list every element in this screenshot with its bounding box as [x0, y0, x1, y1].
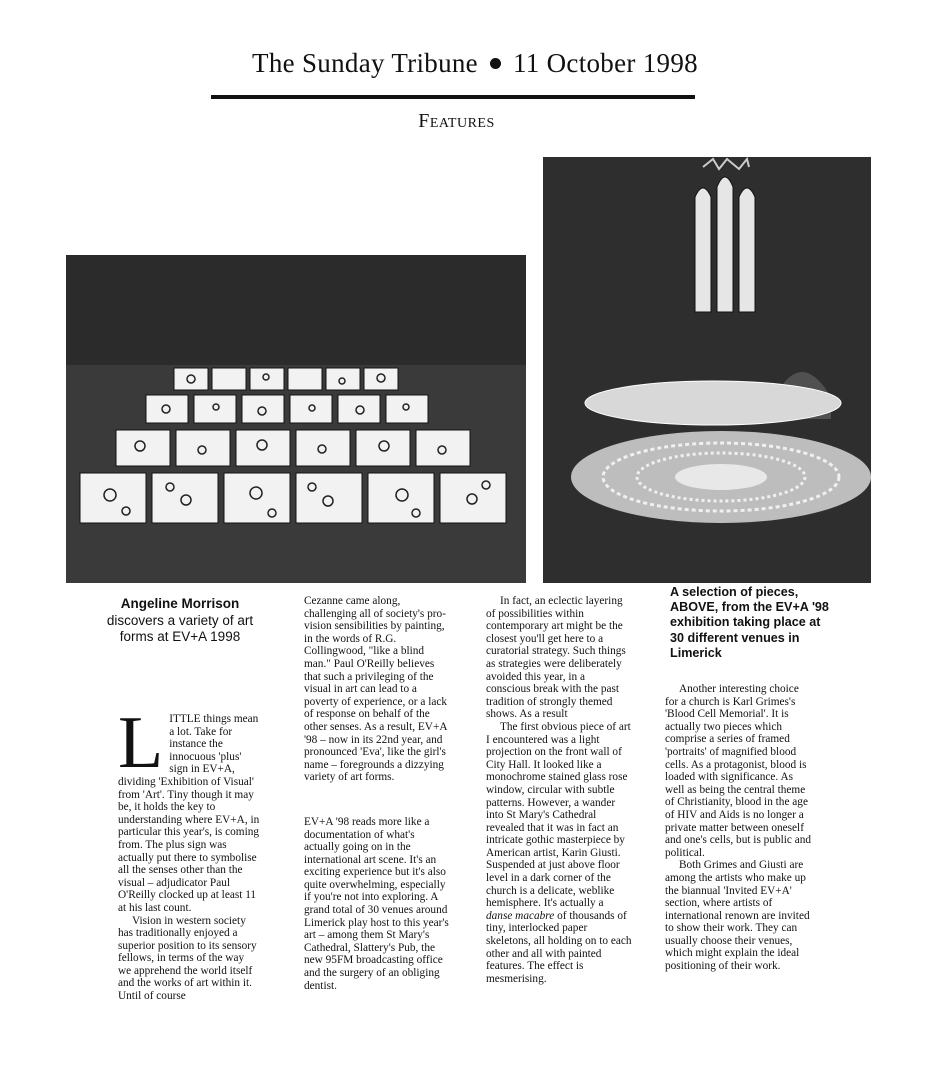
- col3-paragraph-2a: The first obvious piece of art I encountered was a light projection on the front wall of City Hall. It looked like a monochrome stained glass rose window, circular with subtle patterns. However, a wander into St Mary's Cathedral revealed that it was in fact an intricate gothic masterpiece by American artist, Karin Giusti. Suspended at just above floor level in a dark corner of the church is a delicate, weblike hemisphere. It's actually a: [486, 720, 631, 910]
- masthead: [0, 48, 950, 79]
- cathedral-photo-drawing: [543, 157, 871, 583]
- exhibition-photo-icon: [66, 255, 526, 583]
- col2-paragraph-2: EV+A '98 reads more like a documentation of what's actually going on in the international art scene. It's an exciting experience but it's also quite overwhelming, especially if you're not into exploring. A grand total of 30 venues around Limerick play host to this year's art – among them St Mary's Cathedral, Slattery's Pub, the new 95FM broadcasting office and the surgery of an obliging dentist.: [304, 815, 449, 992]
- byline: [100, 596, 260, 646]
- col3-italic-phrase: danse macabre: [486, 909, 555, 922]
- author-name: Angeline Morrison: [120, 596, 240, 611]
- standfirst: discovers a variety of art forms at EV+A 1998: [106, 612, 254, 644]
- cathedral-photo-icon: [543, 157, 871, 583]
- article-column-2: [304, 595, 452, 992]
- col1-paragraph-1: things mean a lot. Take for instance the innocuous 'plus' sign in EV+A, dividing 'Exhibition of Visual' from 'Art'. Tiny though it may be, it holds the key to understanding where EV+A, in particular this year's, is coming from. The plus sign was actually put there to symbolise all the senses other than the visual – adjudicator Paul O'Reilly clocked up at least 11 at his last count.: [118, 713, 260, 914]
- drop-cap: L: [118, 702, 164, 784]
- col3-paragraph-1: In fact, an eclectic layering of possibilities within contemporary art might be the closest you'll get here to a curatorial strategy. Such things as strategies were deliberately avoided this year, in a conscious break with the past tradition of strongly themed shows. As a result: [486, 595, 626, 721]
- col3-paragraph-2: [486, 721, 632, 985]
- publication-date: 11 October 1998: [512, 48, 698, 78]
- photo-caption: A selection of pieces, ABOVE, from the EV+A '98 exhibition taking place at 30 different venues in Limerick: [670, 585, 829, 660]
- col4-paragraph-1: Another interesting choice for a church is Karl Grimes's 'Blood Cell Memorial'. It is actually two pieces which comprise a series of framed 'portraits' of magnified blood cells. As a protagonist, blood is loaded with significance. As well as being the central theme of Christianity, blood in the age of HIV and Aids is no longer a private matter between oneself and one's cells, but is public and political.: [665, 683, 812, 859]
- article-column-4: [665, 683, 813, 973]
- first-word: ITTLE: [169, 713, 201, 725]
- publication-name: The Sunday Tribune: [252, 48, 478, 78]
- article-paragraph: [118, 702, 260, 915]
- article-column-1: [118, 702, 260, 1003]
- bullet-dot-icon: [490, 58, 501, 69]
- col4-paragraph-2: Both Grimes and Giusti are among the artists who make up the biannual 'Invited EV+A' section, where artists of international renown are invited to show their work. They can usually choose their venues, which might explain the ideal positioning of their work.: [665, 859, 810, 973]
- exhibition-photo-drawing: [66, 255, 526, 583]
- article-column-3: [486, 595, 632, 985]
- col1-paragraph-2: Vision in western society has traditionally enjoyed a superior position to its sensory fellows, in terms of the way we apprehend the world itself and the works of art within it. Until of course: [118, 914, 257, 1003]
- col3-paragraph-2b: of thousands of tiny, interlocked paper skeletons, all holding on to each other and all with painted features. The effect is mesmerising.: [486, 909, 632, 985]
- section-title: Features: [418, 110, 495, 132]
- masthead-rule: [211, 95, 695, 99]
- col2-paragraph-1: Cezanne came along, challenging all of society's pro-vision sensibilities by painting, in the words of R.G. Collingwood, "like a blind man." Paul O'Reilly believes that such a privileging of the visual in art can lead to a poverty of experience, or a lack of response on behalf of the other senses. As a result, EV+A '98 – now in its 22nd year, and pronounced 'Eva', like the girl's name – foregrounds a dizzying variety of art forms.: [304, 595, 448, 784]
